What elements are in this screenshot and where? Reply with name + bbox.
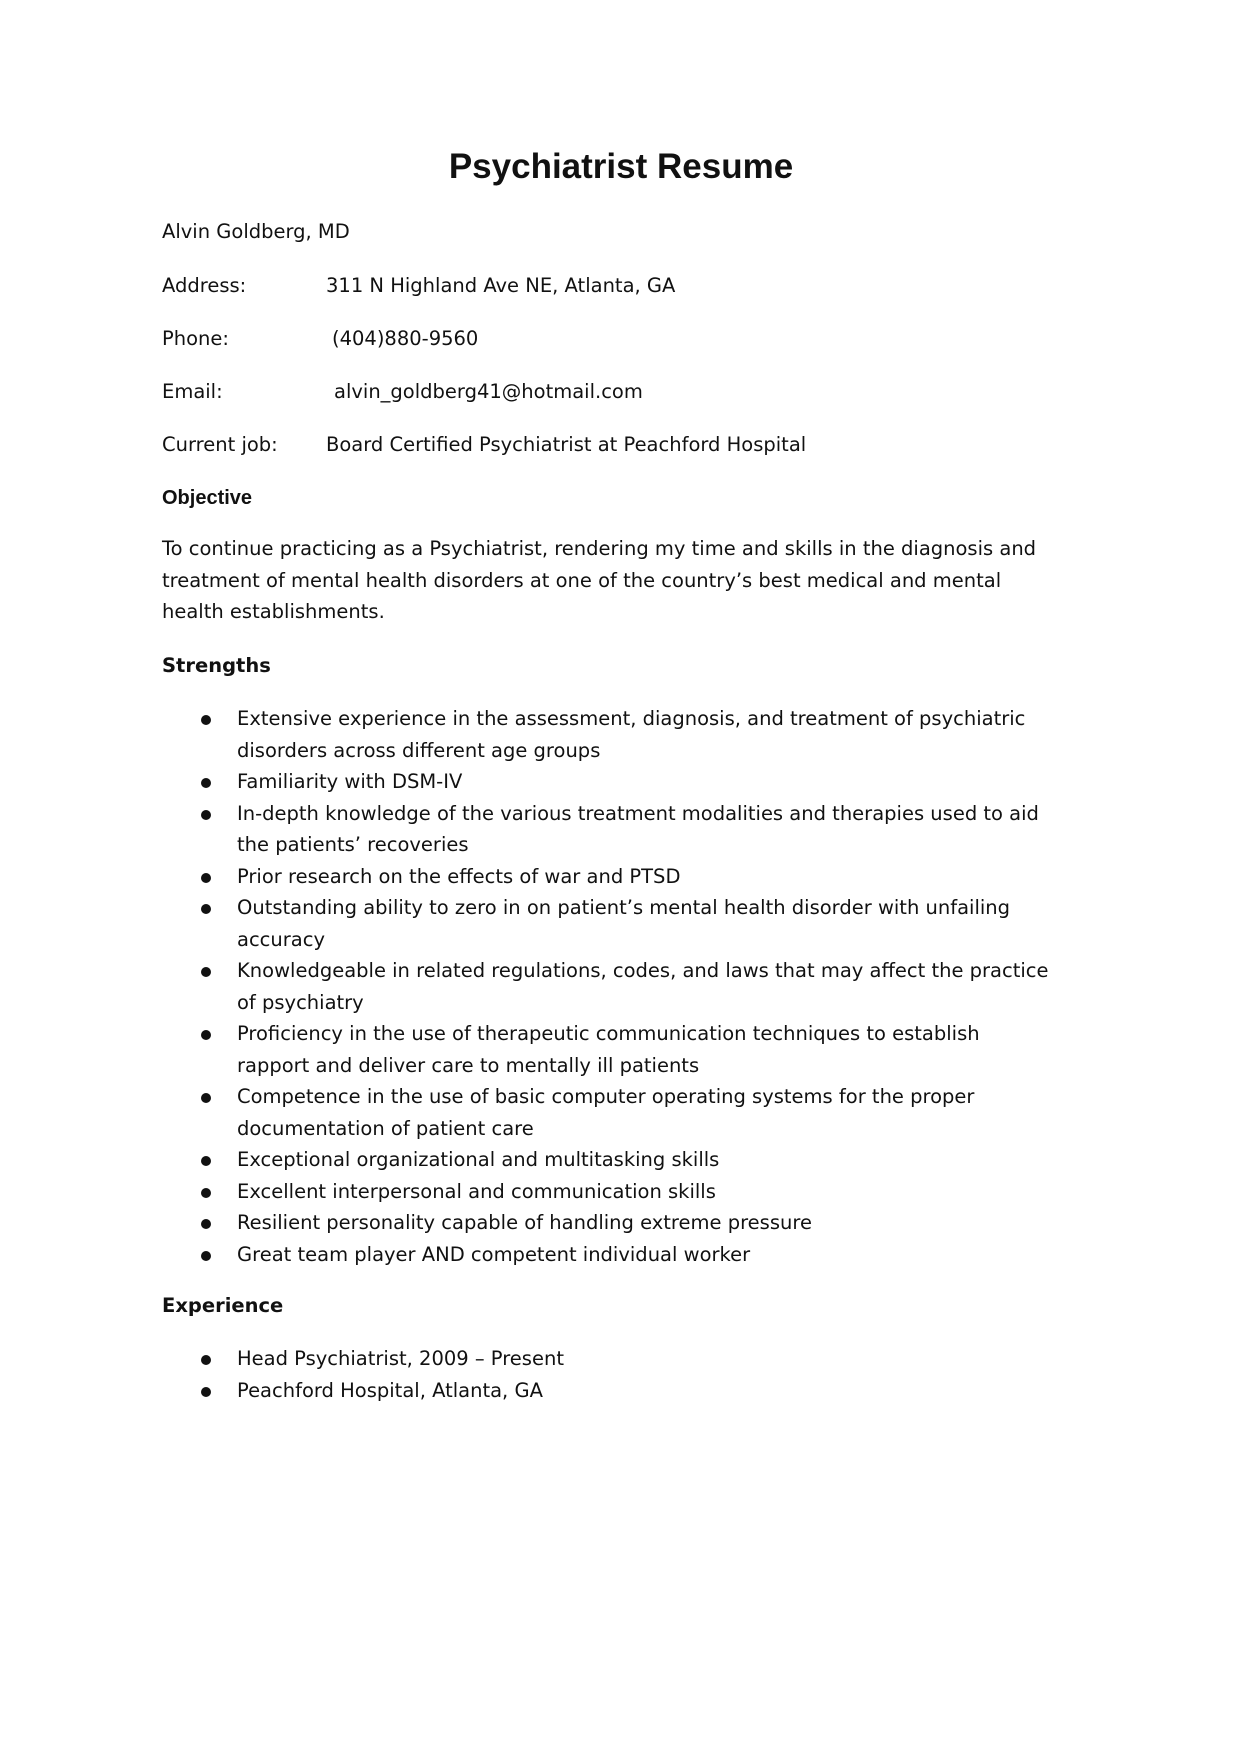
email-row	[162, 376, 1062, 407]
address-label: Address:	[162, 274, 247, 297]
strengths-heading: Strengths	[162, 654, 271, 677]
phone-label: Phone:	[162, 327, 229, 350]
strength-text: Outstanding ability to zero in on patient’s mental health disorder with unfailing accuracy	[237, 896, 1011, 951]
bullet-icon	[201, 1156, 211, 1166]
list-item	[0, 1176, 1057, 1208]
list-item	[0, 955, 1057, 1018]
strength-text: Exceptional organizational and multitasking skills	[237, 1148, 720, 1171]
phone-value: (404)880-9560	[332, 327, 479, 350]
strength-text: Competence in the use of basic computer operating systems for the proper documentation of patient care	[237, 1085, 975, 1140]
strength-text: Extensive experience in the assessment, diagnosis, and treatment of psychiatric disorders across different age groups	[237, 707, 1026, 762]
strength-text: Familiarity with DSM-IV	[237, 770, 463, 793]
list-item	[0, 892, 1057, 955]
experience-text: Head Psychiatrist, 2009 – Present	[237, 1347, 564, 1370]
bullet-icon	[201, 1030, 211, 1040]
bullet-icon	[201, 1093, 211, 1103]
list-item	[0, 1239, 1057, 1271]
email-label: Email:	[162, 380, 223, 403]
experience-text: Peachford Hospital, Atlanta, GA	[237, 1378, 543, 1402]
bullet-icon	[201, 1219, 211, 1229]
list-item	[0, 1144, 1057, 1176]
address-value: 311 N Highland Ave NE, Atlanta, GA	[326, 274, 676, 297]
address-row	[162, 270, 1062, 301]
current-job-value: Board Certified Psychiatrist at Peachford Hospital	[326, 433, 807, 456]
bullet-icon	[201, 715, 211, 725]
bullet-icon	[201, 967, 211, 977]
experience-heading: Experience	[162, 1294, 284, 1317]
bullet-icon	[201, 1188, 211, 1198]
bullet-icon	[201, 1251, 211, 1261]
list-item	[0, 1343, 1057, 1375]
strength-text: Great team player AND competent individual worker	[237, 1242, 751, 1266]
page-title: Psychiatrist Resume	[448, 147, 794, 186]
strength-text: Proficiency in the use of therapeutic communication techniques to establish rapport and deliver care to mentally ill patients	[237, 1022, 980, 1077]
strengths-list	[0, 703, 1242, 1270]
list-item	[0, 1018, 1057, 1081]
list-item	[0, 1207, 1057, 1239]
list-item	[0, 703, 1057, 766]
bullet-icon	[201, 810, 211, 820]
applicant-name: Alvin Goldberg, MD	[162, 220, 350, 243]
current-job-label: Current job:	[162, 433, 278, 456]
strength-text: Resilient personality capable of handling extreme pressure	[237, 1211, 812, 1234]
bullet-icon	[201, 1355, 211, 1365]
list-item	[0, 766, 1057, 798]
bullet-icon	[201, 904, 211, 914]
bullet-icon	[201, 778, 211, 788]
experience-list	[0, 1343, 1242, 1406]
list-item	[0, 1081, 1057, 1144]
objective-text: To continue practicing as a Psychiatrist, rendering my time and skills in the diagnosis and treatment of mental health disorders at one of the country’s best medical and mental health establishments.	[162, 537, 1037, 623]
strength-text: Prior research on the effects of war and PTSD	[237, 864, 681, 888]
list-item	[0, 861, 1057, 893]
list-item	[0, 1375, 1057, 1407]
list-item	[0, 798, 1057, 861]
bullet-icon	[201, 1387, 211, 1397]
current-job-row	[162, 429, 1062, 460]
bullet-icon	[201, 873, 211, 883]
strength-text: Excellent interpersonal and communication skills	[237, 1179, 716, 1203]
strength-text: In-depth knowledge of the various treatment modalities and therapies used to aid the patients’ recoveries	[237, 801, 1039, 856]
phone-row	[162, 323, 1062, 354]
strength-text: Knowledgeable in related regulations, codes, and laws that may affect the practice of psychiatry	[237, 959, 1049, 1014]
objective-heading: Objective	[162, 487, 253, 509]
email-value: alvin_goldberg41@hotmail.com	[334, 380, 643, 403]
